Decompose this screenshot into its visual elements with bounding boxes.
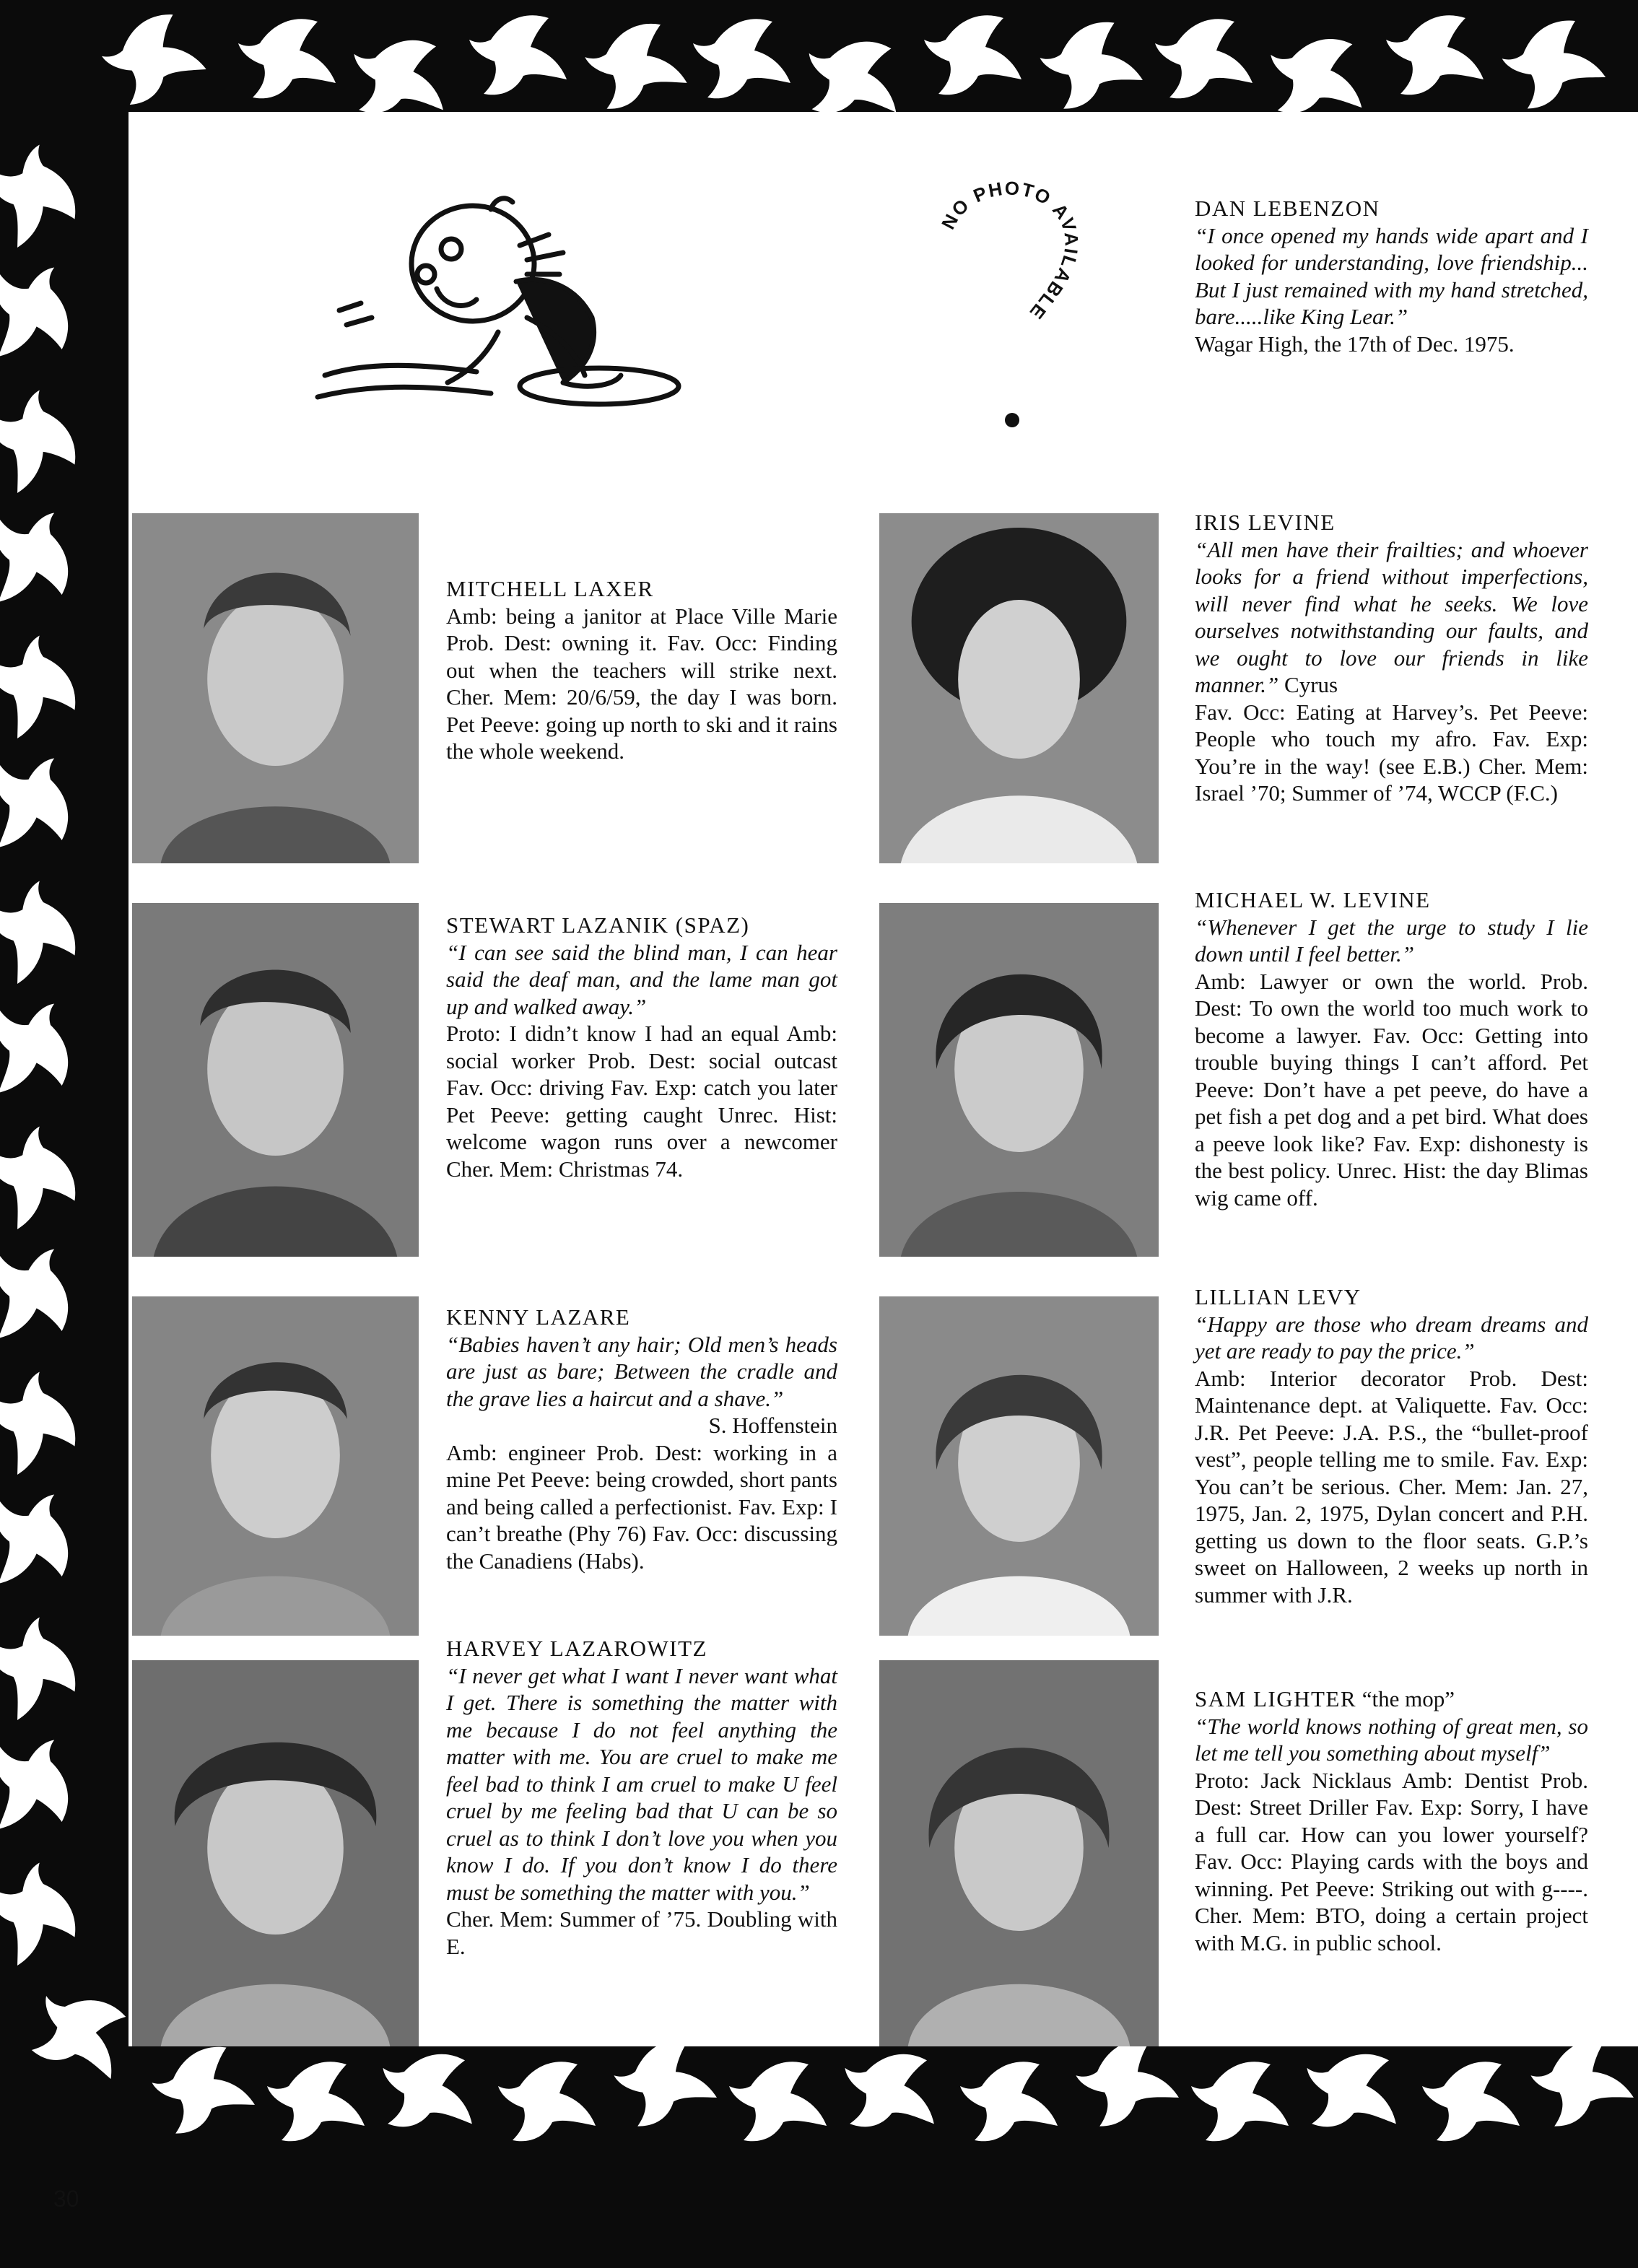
student-name: MICHAEL W. LEVINE [1195,887,1431,912]
portrait-photo-michael-levine [879,903,1159,1257]
student-details: Wagar High, the 17th of Dec. 1975. [1195,331,1515,357]
student-details: Amb: Lawyer or own the world. Prob. Dest: To own the world too much work to become a lawyer. Fav. Occ: Getting into trouble buying things I can’t afford. Pet Peeve: Don’t have a pet peeve, do have a pet fish a pet dog and a pet bird. What does a peeve look like? Fav. Exp: dishonesty is the best policy. Unrec. Hist: the day Blimas wig came off. [1195,968,1588,1211]
entry-lillian-levy [1195,1283,1588,1608]
student-quote: “Babies haven’t any hair; Old men’s heads are just as bare; Between the cradle and the grave lies a haircut and a shave.” [446,1331,837,1411]
portrait-photo-laxer [132,513,419,863]
quote-author: Cyrus [1284,672,1338,697]
student-name: IRIS LEVINE [1195,510,1336,535]
student-quote: “Whenever I get the urge to study I lie down until I feel better.” [1195,914,1588,967]
student-quote: “All men have their frailties; and whoever looks for a friend without imperfections, will never find what he seeks. We love ourselves notwithstanding our faults, and we ought to love our friends in like manner.” [1195,536,1588,697]
entry-harvey-lazarowitz [446,1635,837,1960]
student-quote: “I never get what I want I never want what I get. There is something the matter with me because I do not feel anything the matter with me. You are cruel to make me feel bad to think I am cruel to make U feel cruel by me feeling bad that U can be so cruel as to think I don’t love you when you know I do. If you don’t know I do there must be something the matter with you.” [446,1662,837,1905]
no-photo-question-mark [931,180,1097,433]
student-details: Amb: engineer Prob. Dest: working in a mine Pet Peeve: being crowded, short pants and being called a perfectionist. Fav. Exp: I can’t breathe (Phy 76) Fav. Occ: discussing the Canadiens (Habs). [446,1439,837,1574]
student-name: HARVEY LAZAROWITZ [446,1636,707,1661]
running-cartoon-illustration [310,166,700,419]
student-details: Fav. Occ: Eating at Harvey’s. Pet Peeve: People who touch my afro. Fav. Exp: You’re in the way! (see E.B.) Cher. Mem: Israel ’70; Summer of ’74, WCCP (F.C.) [1195,699,1588,806]
student-name: KENNY LAZARE [446,1304,631,1330]
portrait-photo-lazanik [132,903,419,1257]
portrait-photo-lazarowitz [132,1660,419,2046]
no-photo-label: NO PHOTO AVAILABLE [936,180,1083,325]
student-name: STEWART LAZANIK (SPAZ) [446,912,750,938]
student-name: SAM LIGHTER [1195,1686,1357,1711]
entry-iris-levine [1195,509,1588,807]
portrait-photo-sam-lighter [879,1660,1159,2046]
student-details: Proto: Jack Nicklaus Amb: Dentist Prob. Dest: Street Driller Fav. Exp: Sorry, I have a full car. How can you lower yourself? Fav. Occ: Playing cards with the boys and winning. Pet Peeve: Striking out with g----. Cher. Mem: BTO, doing a certain project with M.G. in public school. [1195,1767,1588,1955]
student-details: Cher. Mem: Summer of ’75. Doubling with E. [446,1906,837,1959]
student-quote: “The world knows nothing of great men, so let me tell you something about myself” [1195,1713,1588,1766]
student-quote: “I can see said the blind man, I can hear said the deaf man, and the lame man got up and walked away.” [446,939,837,1019]
entry-sam-lighter [1195,1685,1588,1956]
student-quote: “Happy are those who dream dreams and yet are ready to pay the price.” [1195,1311,1588,1364]
portrait-photo-lazare [132,1296,419,1636]
entry-dan-lebenzon [1195,195,1588,357]
portrait-photo-iris-levine [879,513,1159,863]
student-nickname: “the mop” [1362,1686,1455,1711]
student-name: LILLIAN LEVY [1195,1284,1362,1309]
entry-stewart-lazanik [446,912,837,1182]
entry-michael-levine [1195,886,1588,1211]
student-quote: “I once opened my hands wide apart and I looked for understanding, love friendship... But I just remained with my hand stretched, bare.....like King Lear.” [1195,222,1588,329]
student-details: Proto: I didn’t know I had an equal Amb: social worker Prob. Dest: social outcast Fav. Occ: driving Fav. Exp: catch you later Pet Peeve: getting caught Unrec. Hist: welcome wagon runs over a newcomer Cher. Mem: Christmas 74. [446,1021,837,1182]
entry-mitchell-laxer [446,575,837,765]
student-details: Amb: being a janitor at Place Ville Marie Prob. Dest: owning it. Fav. Occ: Finding out when the teachers will strike next. Cher. Mem: 20/6/59, the day I was born. Pet Peeve: going up north to ski and it rains the whole weekend. [446,603,837,764]
student-details: Amb: Interior decorator Prob. Dest: Maintenance dept. at Valiquette. Fav. Occ: J.R. Pet Peeve: J.A. P.S., the “bullet-proof vest”, people telling me to smile. Fav. Exp: You can’t be serious. Cher. Mem: Jan. 27, 1975, Jan. 2, 1975, Dylan concert and P.H. getting us down to the floor seats. G.P.’s sweet on Halloween, 2 weeks up north in summer with J.R. [1195,1365,1588,1608]
portrait-photo-lillian-levy [879,1296,1159,1636]
entry-kenny-lazare [446,1304,837,1574]
page-number: 30 [53,2186,79,2212]
quote-author: S. Hoffenstein [708,1413,837,1438]
student-name: DAN LEBENZON [1195,196,1380,221]
student-name: MITCHELL LAXER [446,576,654,601]
